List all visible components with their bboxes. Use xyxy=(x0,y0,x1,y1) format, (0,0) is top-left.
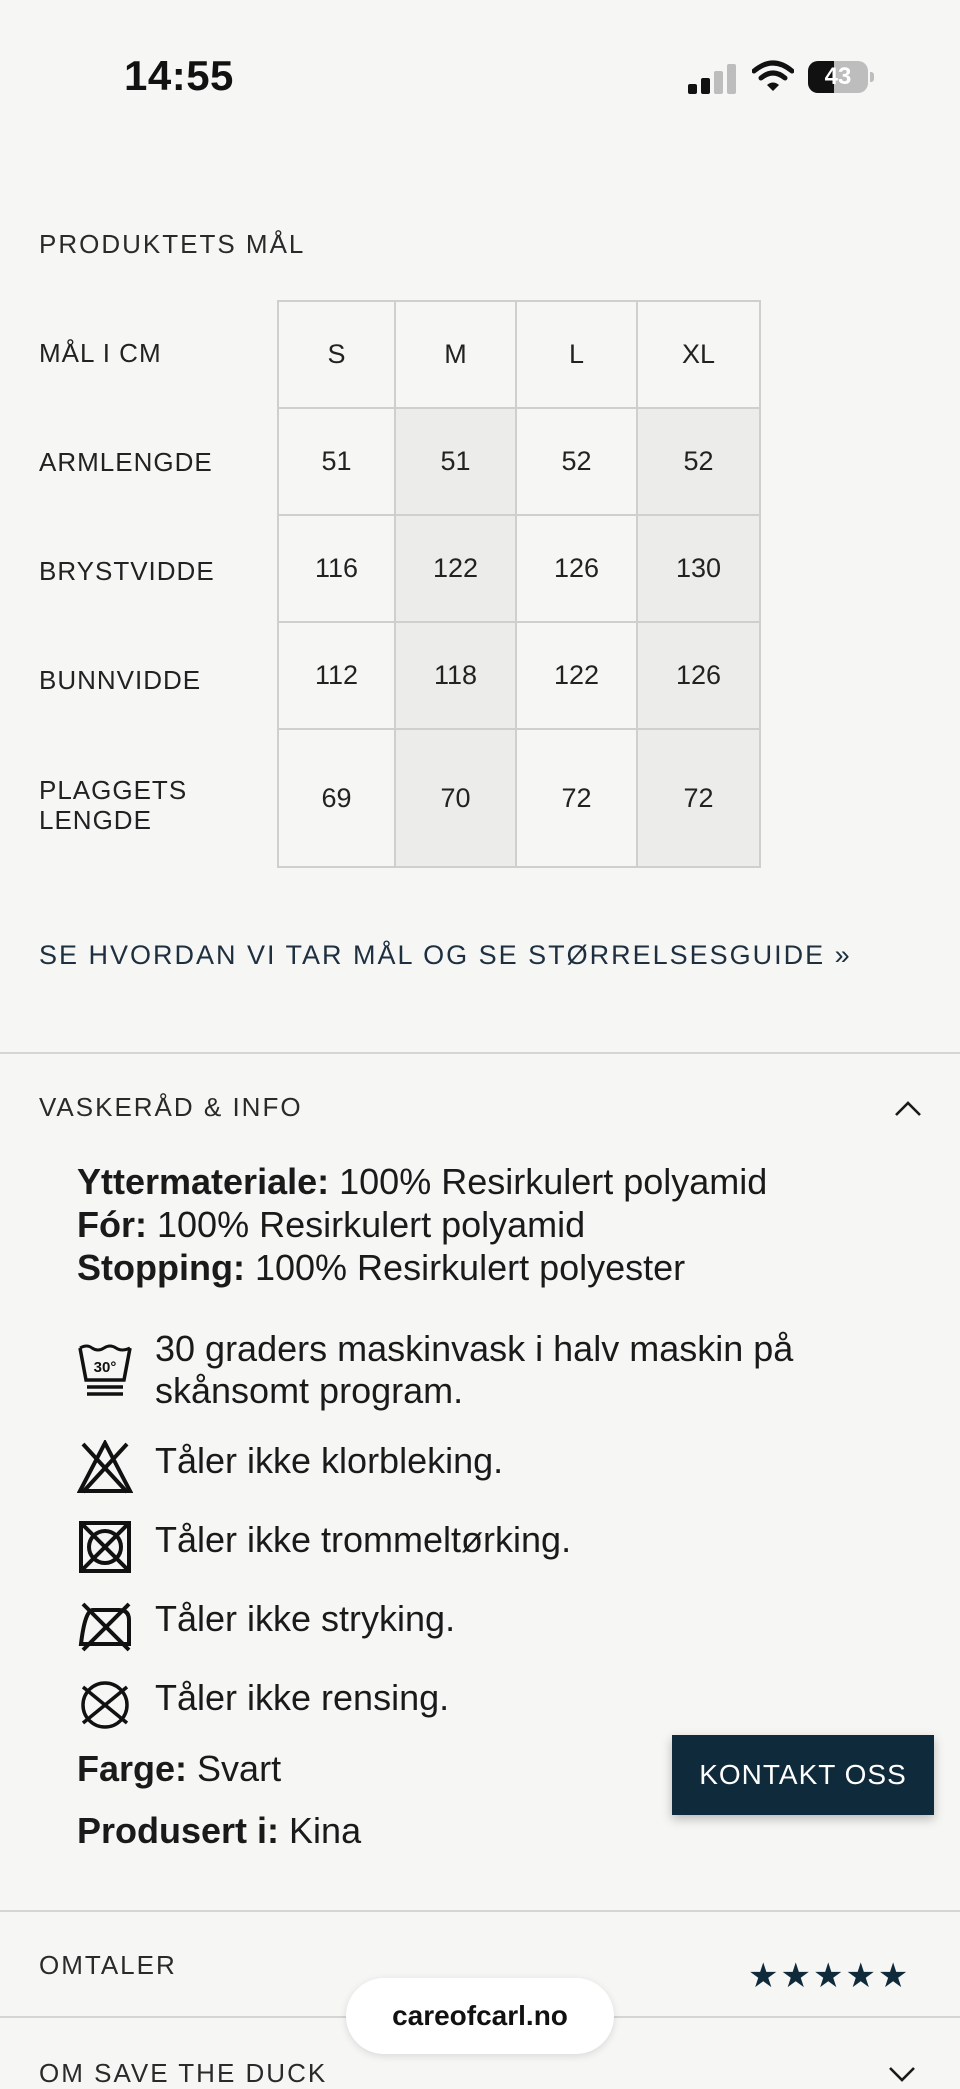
row-label-plaggets-lengde xyxy=(39,775,187,835)
size-header-s: S xyxy=(278,301,395,408)
about-title[interactable]: OM SAVE THE DUCK xyxy=(39,2058,328,2088)
care-item-bleach xyxy=(77,1440,857,1500)
no-bleach-icon xyxy=(77,1440,133,1496)
cellular-signal-icon xyxy=(688,64,738,94)
contact-us-button[interactable]: KONTAKT OSS xyxy=(672,1735,934,1815)
product-color: Farge: Svart xyxy=(77,1748,282,1789)
table-cell: 72 xyxy=(516,729,637,867)
divider xyxy=(0,1052,960,1054)
table-cell: 51 xyxy=(395,408,516,515)
size-header-xl: XL xyxy=(637,301,760,408)
table-cell: 52 xyxy=(637,408,760,515)
row-label-armlengde: ARMLENGDE xyxy=(39,447,213,477)
care-text: Tåler ikke stryking. xyxy=(155,1598,456,1639)
care-item-tumble xyxy=(77,1519,857,1579)
table-cell: 118 xyxy=(395,622,516,729)
care-text: 30 graders maskinvask i halv maskin på skånsomt program. xyxy=(155,1328,794,1411)
care-item-dryclean xyxy=(77,1677,857,1737)
divider xyxy=(0,1910,960,1912)
no-tumble-dry-icon xyxy=(77,1519,133,1575)
table-cell: 122 xyxy=(395,515,516,622)
table-cell: 126 xyxy=(516,515,637,622)
table-header-row xyxy=(278,301,760,408)
chevron-down-icon[interactable] xyxy=(888,2066,916,2084)
product-origin: Produsert i: Kina xyxy=(77,1810,362,1851)
status-time: 14:55 xyxy=(124,52,234,99)
table-cell: 130 xyxy=(637,515,760,622)
table-row xyxy=(278,408,760,515)
no-iron-icon xyxy=(77,1598,133,1654)
row-label-line2: LENGDE xyxy=(39,805,152,835)
care-section-title[interactable]: VASKERÅD & INFO xyxy=(39,1092,303,1122)
row-label-brystvidde: BRYSTVIDDE xyxy=(39,556,215,586)
care-item-wash xyxy=(77,1328,857,1418)
row-label-line1: PLAGGETS xyxy=(39,775,188,805)
measurements-title: PRODUKTETS MÅL xyxy=(39,229,306,259)
table-cell: 51 xyxy=(278,408,395,515)
table-cell: 112 xyxy=(278,622,395,729)
wash-30-icon xyxy=(77,1342,133,1398)
table-cell: 72 xyxy=(637,729,760,867)
care-text: Tåler ikke trommeltørking. xyxy=(155,1519,572,1560)
material-filling: Stopping: 100% Resirkulert polyester xyxy=(77,1247,686,1288)
size-header-m: M xyxy=(395,301,516,408)
svg-text:30°: 30° xyxy=(93,1359,117,1376)
care-text: Tåler ikke rensing. xyxy=(155,1677,450,1718)
rating-stars[interactable]: ★★★★★ xyxy=(748,1957,911,1995)
measure-header-label: MÅL I CM xyxy=(39,338,162,368)
table-row xyxy=(278,622,760,729)
size-table xyxy=(277,300,761,868)
battery-level: 43 xyxy=(824,63,852,90)
material-lining: Fór: 100% Resirkulert polyamid xyxy=(77,1204,586,1245)
table-cell: 126 xyxy=(637,622,760,729)
browser-url-bar[interactable]: careofcarl.no xyxy=(346,1978,614,2054)
care-text: Tåler ikke klorbleking. xyxy=(155,1440,504,1481)
material-outer: Yttermateriale: 100% Resirkulert polyamid xyxy=(77,1161,768,1202)
size-header-l: L xyxy=(516,301,637,408)
table-cell: 52 xyxy=(516,408,637,515)
row-label-bunnvidde: BUNNVIDDE xyxy=(39,665,202,695)
battery-icon xyxy=(808,61,874,95)
table-cell: 122 xyxy=(516,622,637,729)
table-cell: 69 xyxy=(278,729,395,867)
chevron-up-icon[interactable] xyxy=(894,1099,922,1117)
care-item-iron xyxy=(77,1598,857,1658)
status-bar xyxy=(0,0,960,150)
wifi-icon xyxy=(752,60,794,92)
table-row xyxy=(278,729,760,867)
no-dry-clean-icon xyxy=(77,1677,133,1733)
table-cell: 116 xyxy=(278,515,395,622)
reviews-title[interactable]: OMTALER xyxy=(39,1950,177,1980)
size-guide-link[interactable]: SE HVORDAN VI TAR MÅL OG SE STØRRELSESGUIDE » xyxy=(39,940,852,970)
table-row xyxy=(278,515,760,622)
table-cell: 70 xyxy=(395,729,516,867)
